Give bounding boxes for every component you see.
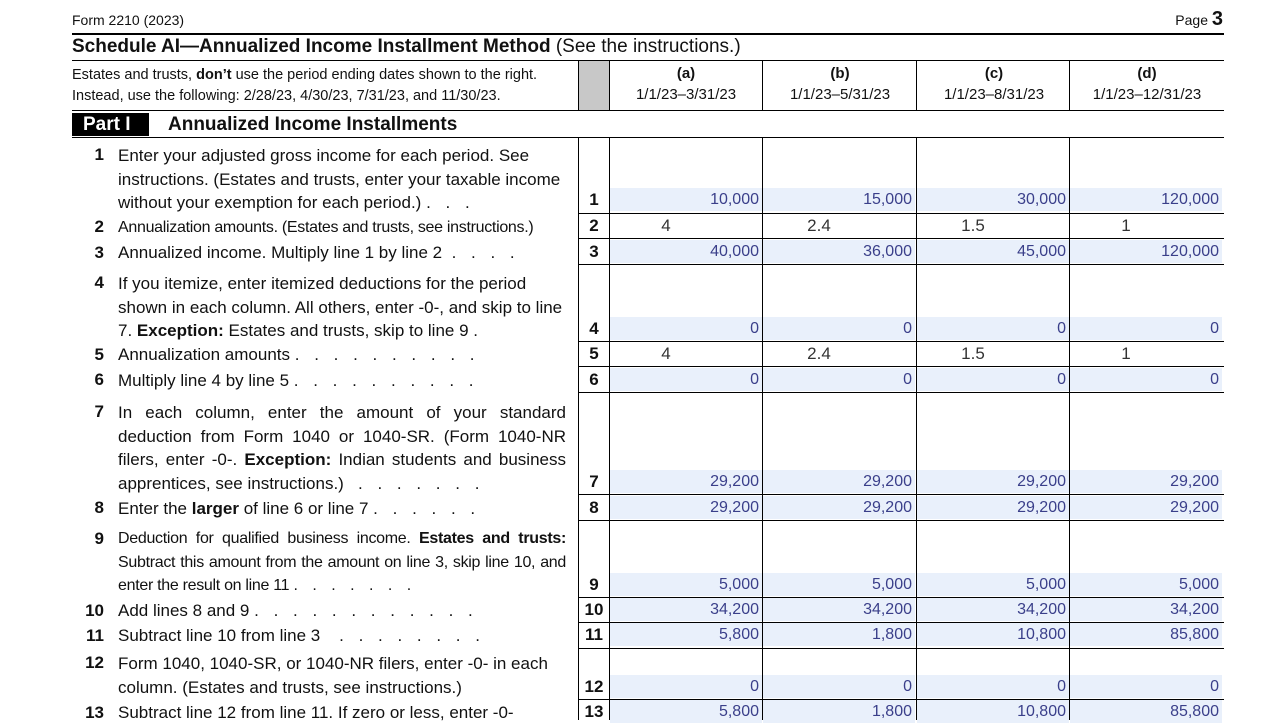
- line-num-9: 9: [94, 529, 104, 548]
- line6-col-c[interactable]: 0: [917, 368, 1069, 391]
- line9-col-b[interactable]: 5,000: [763, 573, 915, 596]
- line-num-5: 5: [94, 345, 104, 364]
- line3-col-a[interactable]: 40,000: [610, 240, 762, 263]
- page-label: Page: [1175, 12, 1208, 28]
- line5-col-a[interactable]: 4: [661, 344, 671, 363]
- line13-col-a[interactable]: 5,800: [610, 700, 762, 723]
- line-desc-10: Add lines 8 and 9 . . . . . . . . . . . .: [118, 601, 478, 620]
- line1-col-a[interactable]: 10,000: [610, 188, 762, 211]
- line2-col-c[interactable]: 1.5: [961, 216, 985, 235]
- line2-col-b[interactable]: 2.4: [807, 216, 831, 235]
- row-rule: [578, 238, 1224, 239]
- line-box-3: 3: [589, 242, 599, 261]
- column-header-d: (d) 1/1/23–12/31/23: [1092, 65, 1202, 103]
- line10-col-a[interactable]: 34,200: [610, 598, 762, 621]
- row-rule: [578, 648, 1224, 649]
- line-desc-8: Enter the larger of line 6 or line 7 . . . . . .: [118, 499, 481, 518]
- line-box-8: 8: [589, 498, 599, 517]
- line8-col-c[interactable]: 29,200: [917, 496, 1069, 519]
- line-desc-11: Subtract line 10 from line 3 . . . . . . . .: [118, 626, 485, 645]
- part-tag: Part I: [72, 113, 149, 136]
- divider: [916, 61, 917, 110]
- divider: [578, 137, 579, 720]
- line6-col-b[interactable]: 0: [763, 368, 915, 391]
- line7-col-c[interactable]: 29,200: [917, 470, 1069, 493]
- row-rule: [578, 392, 1224, 393]
- line12-col-c[interactable]: 0: [917, 675, 1069, 698]
- line-desc-4: If you itemize, enter itemized deductions for the period shown in each column. All others, enter -0-, and skip to line 7. Exception: Estates and trusts, skip to line 9 .: [118, 274, 563, 340]
- line-box-11: 11: [585, 625, 603, 644]
- line-box-2: 2: [589, 216, 599, 235]
- line-desc-9: Deduction for qualified business income. Estates and trusts: Subtract this amount from the amount on line 3, skip line 10, and enter the result on line 11 . . . . . . .: [118, 530, 566, 594]
- line3-col-c[interactable]: 45,000: [917, 240, 1069, 263]
- line-box-4: 4: [589, 319, 599, 338]
- line-num-8: 8: [94, 498, 104, 517]
- line1-col-d[interactable]: 120,000: [1070, 188, 1222, 211]
- line5-col-c[interactable]: 1.5: [961, 344, 985, 363]
- line9-col-a[interactable]: 5,000: [610, 573, 762, 596]
- line-num-11: 11: [86, 626, 104, 645]
- line-num-13: 13: [85, 703, 104, 722]
- line13-col-d[interactable]: 85,800: [1070, 700, 1222, 723]
- line9-col-c[interactable]: 5,000: [917, 573, 1069, 596]
- line8-col-d[interactable]: 29,200: [1070, 496, 1222, 519]
- line-box-12: 12: [584, 677, 604, 696]
- line-num-12: 12: [85, 653, 104, 672]
- line8-col-b[interactable]: 29,200: [763, 496, 915, 519]
- divider: [1069, 61, 1070, 110]
- column-header-b: (b) 1/1/23–5/31/23: [789, 65, 891, 103]
- line-box-1: 1: [589, 190, 599, 209]
- line-num-7: 7: [94, 402, 104, 421]
- line11-col-b[interactable]: 1,800: [763, 623, 915, 646]
- line11-col-c[interactable]: 10,800: [917, 623, 1069, 646]
- line10-col-b[interactable]: 34,200: [763, 598, 915, 621]
- line-box-6: 6: [589, 370, 599, 389]
- row-rule: [578, 264, 1224, 265]
- line7-col-b[interactable]: 29,200: [763, 470, 915, 493]
- line-desc-7: In each column, enter the amount of your standard deduction from Form 1040 or 1040-SR. (Form 1040-NR filers, enter -0-. Exception: Indian students and business apprentices, see instructions.) . . . . . . .: [118, 403, 566, 493]
- line-num-3: 3: [94, 243, 104, 262]
- line12-col-b[interactable]: 0: [763, 675, 915, 698]
- schedule-title: Schedule AI—Annualized Income Installment Method (See the instructions.): [72, 36, 741, 57]
- line-box-9: 9: [589, 575, 599, 594]
- line-desc-2: Annualization amounts. (Estates and trusts, see instructions.): [118, 219, 534, 236]
- line-number-header-shade: [578, 61, 609, 110]
- column-header-a: (a) 1/1/23–3/31/23: [635, 65, 737, 103]
- line1-col-b[interactable]: 15,000: [763, 188, 915, 211]
- row-rule: [578, 494, 1224, 495]
- line-desc-12: Form 1040, 1040-SR, or 1040-NR filers, enter -0- in each column. (Estates and trusts, see instructions.): [118, 654, 548, 697]
- line-desc-13: Subtract line 12 from line 11. If zero or less, enter -0-: [118, 703, 514, 722]
- line7-col-a[interactable]: 29,200: [610, 470, 762, 493]
- line9-col-d[interactable]: 5,000: [1070, 573, 1222, 596]
- part-title: Annualized Income Installments: [168, 114, 458, 135]
- line1-col-c[interactable]: 30,000: [917, 188, 1069, 211]
- line11-col-a[interactable]: 5,800: [610, 623, 762, 646]
- line-num-2: 2: [94, 217, 104, 236]
- line10-col-c[interactable]: 34,200: [917, 598, 1069, 621]
- page-indicator: [1175, 8, 1223, 31]
- line2-col-a[interactable]: 4: [661, 216, 671, 235]
- form-number: Form 2210 (2023): [72, 12, 185, 28]
- line4-col-c[interactable]: 0: [917, 317, 1069, 340]
- line4-col-a[interactable]: 0: [610, 317, 762, 340]
- line10-col-d[interactable]: 34,200: [1070, 598, 1222, 621]
- line2-col-d[interactable]: 1: [1121, 216, 1131, 235]
- line5-col-d[interactable]: 1: [1121, 344, 1131, 363]
- line7-col-d[interactable]: 29,200: [1070, 470, 1222, 493]
- divider: [762, 61, 763, 110]
- line-num-6: 6: [94, 370, 104, 389]
- line13-col-c[interactable]: 10,800: [917, 700, 1069, 723]
- line-box-10: 10: [584, 600, 604, 619]
- line8-col-a[interactable]: 29,200: [610, 496, 762, 519]
- line6-col-a[interactable]: 0: [610, 368, 762, 391]
- line-desc-3: Annualized income. Multiply line 1 by line 2 . . . .: [118, 243, 520, 262]
- estates-note: Estates and trusts, don’t use the period ending dates shown to the right. Instead, use the following: 2/28/23, 4/30/23, 7/31/23, and 11/30/23.: [72, 67, 538, 104]
- line-num-10: 10: [85, 601, 104, 620]
- divider: [578, 61, 579, 110]
- line-desc-6: Multiply line 4 by line 5 . . . . . . . . . .: [118, 371, 479, 390]
- line3-col-b[interactable]: 36,000: [763, 240, 915, 263]
- part-rule: [72, 137, 1224, 138]
- row-rule: [578, 520, 1224, 521]
- line5-col-b[interactable]: 2.4: [807, 344, 831, 363]
- line-desc-1: Enter your adjusted gross income for each period. See instructions. (Estates and trusts, enter your taxable income without your exemption for each period.) . . .: [118, 146, 561, 212]
- page-number: 3: [1211, 8, 1223, 30]
- header-rule: [72, 110, 1224, 111]
- line6-col-d[interactable]: 0: [1070, 368, 1222, 391]
- line12-col-d[interactable]: 0: [1070, 675, 1222, 698]
- line-box-13: 13: [584, 702, 604, 721]
- line-box-7: 7: [589, 472, 599, 491]
- line-box-5: 5: [589, 344, 599, 363]
- divider: [609, 61, 610, 110]
- top-rule: [72, 33, 1224, 35]
- line13-col-b[interactable]: 1,800: [763, 700, 915, 723]
- line11-col-d[interactable]: 85,800: [1070, 623, 1222, 646]
- line4-col-d[interactable]: 0: [1070, 317, 1222, 340]
- line-num-1: 1: [94, 145, 104, 164]
- title-rule: [72, 60, 1224, 61]
- line12-col-a[interactable]: 0: [610, 675, 762, 698]
- line-desc-5: Annualization amounts . . . . . . . . . .: [118, 345, 480, 364]
- row-rule: [578, 366, 1224, 367]
- column-header-c: (c) 1/1/23–8/31/23: [943, 65, 1045, 103]
- line4-col-b[interactable]: 0: [763, 317, 915, 340]
- line3-col-d[interactable]: 120,000: [1070, 240, 1222, 263]
- line-num-4: 4: [94, 273, 104, 292]
